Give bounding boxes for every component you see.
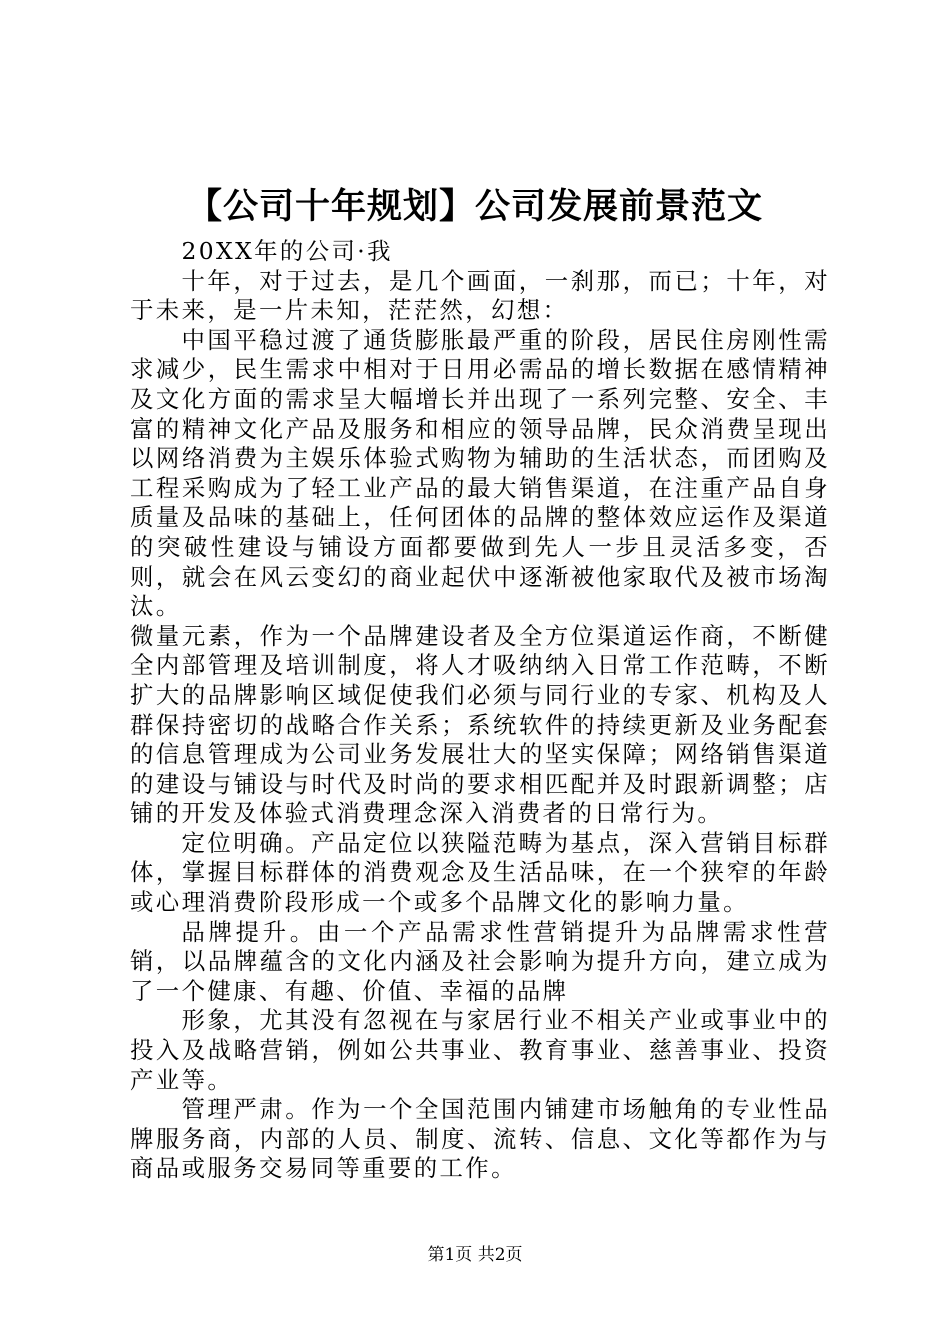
paragraph: 十年，对于过去，是几个画面，一刹那，而已；十年，对于未来，是一片未知，茫茫然，幻想： [130,266,830,325]
paragraph: 管理严肃。作为一个全国范围内铺建市场触角的专业性品牌服务商，内部的人员、制度、流转、信息、文化等都作为与商品或服务交易同等重要的工作。 [130,1095,830,1183]
paragraph: 形象，尤其没有忽视在与家居行业不相关产业或事业中的投入及战略营销，例如公共事业、教育事业、慈善事业、投资产业等。 [130,1006,830,1094]
paragraph: 中国平稳过渡了通货膨胀最严重的阶段，居民住房刚性需求减少，民生需求中相对于日用必需品的增长数据在感情精神及文化方面的需求呈大幅增长并出现了一系列完整、安全、丰富的精神文化产品及服务和相应的领导品牌，民众消费呈现出以网络消费为主娱乐体验式购物为辅助的生活状态，而团购及工程采购成为了轻工业产品的最大销售渠道，在注重产品自身质量及品味的基础上，任何团体的品牌的整体效应运作及渠道的突破性建设与铺设方面都要做到先人一步且灵活多变，否则，就会在风云变幻的商业起伏中逐渐被他家取代及被市场淘汰。 [130,325,830,621]
document-title: 【公司十年规划】公司发展前景范文 [186,186,763,227]
page-number-footer: 第1页 共2页 [427,1245,523,1265]
paragraph: 定位明确。产品定位以狭隘范畴为基点，深入营销目标群体，掌握目标群体的消费观念及生活品味，在一个狭窄的年龄或心理消费阶段形成一个或多个品牌文化的影响力量。 [130,828,830,917]
paragraph: 20XX年的公司·我 [181,237,393,265]
document-body [130,237,830,1184]
paragraph: 微量元素，作为一个品牌建设者及全方位渠道运作商，不断健全内部管理及培训制度，将人才吸纳纳入日常工作范畴，不断扩大的品牌影响区域促使我们必须与同行业的专家、机构及人群保持密切的战略合作关系；系统软件的持续更新及业务配套的信息管理成为公司业务发展壮大的坚实保障；网络销售渠道的建设与铺设与时代及时尚的要求相匹配并及时跟新调整；店铺的开发及体验式消费理念深入消费者的日常行为。 [130,621,830,828]
paragraph: 品牌提升。由一个产品需求性营销提升为品牌需求性营销，以品牌蕴含的文化内涵及社会影响为提升方向，建立成为了一个健康、有趣、价值、幸福的品牌 [130,917,830,1005]
